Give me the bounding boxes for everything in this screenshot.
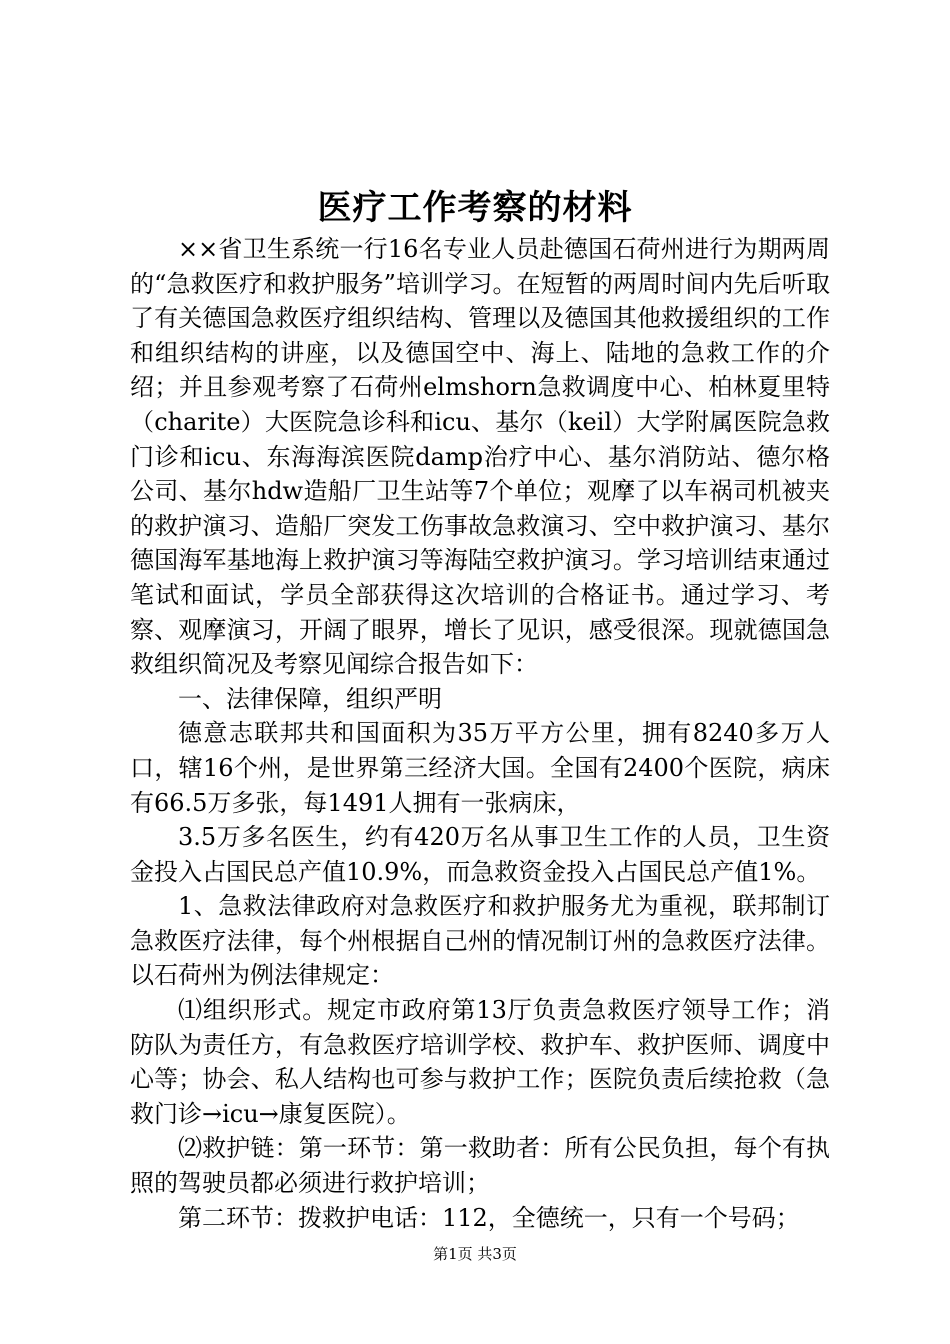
document-body bbox=[130, 232, 830, 1235]
document-title: 医疗工作考察的材料 bbox=[317, 188, 633, 228]
paragraph-second-link: 第二环节：拨救护电话：112，全德统一，只有一个号码； bbox=[178, 1203, 800, 1232]
paragraph-germany-overview: 德意志联邦共和国面积为35万平方公里，拥有8240多万人口，辖16个州，是世界第三经济大国。全国有2400个医院，病床有66.5万多张，每1491人拥有一张病床， bbox=[130, 719, 830, 817]
section-heading: 一、法律保障，组织严明 bbox=[178, 684, 442, 713]
paragraph-doctors-funding: 3.5万多名医生，约有420万名从事卫生工作的人员，卫生资金投入占国民总产值10.9%，而急救资金投入占国民总产值1%。 bbox=[130, 823, 830, 886]
paragraph-rescue-chain: ⑵救护链：第一环节：第一救助者：所有公民负担，每个有执照的驾驶员都必须进行救护培训； bbox=[130, 1134, 830, 1198]
paragraph-organization-form: ⑴组织形式。规定市政府第13厅负责急救医疗领导工作；消防队为责任方，有急救医疗培训学校、救护车、救护医师、调度中心等；协会、私人结构也可参与救护工作；医院负责后续抢救（急救门诊→icu→康复医院）。 bbox=[130, 996, 830, 1128]
page-footer: 第1页 共3页 bbox=[433, 1245, 517, 1263]
paragraph-emergency-law: 1、急救法律政府对急救医疗和救护服务尤为重视，联邦制订急救医疗法律，每个州根据自己州的情况制订州的急救医疗法律。以石荷州为例法律规定： bbox=[130, 892, 830, 990]
paragraph-intro: ××省卫生系统一行16名专业人员赴德国石荷州进行为期两周的“急救医疗和救护服务”培训学习。在短暂的两周时间内先后听取了有关德国急救医疗组织结构、管理以及德国其他救援组织的工作和组织结构的讲座，以及德国空中、海上、陆地的急救工作的介绍；并且参观考察了石荷州elmshorn急救调度中心、柏林夏里特（charite）大医院急诊科和icu、基尔（keil）大学附属医院急救门诊和icu、东海海滨医院damp治疗中心、基尔消防站、德尔格公司、基尔hdw造船厂卫生站等7个单位；观摩了以车祸司机被夹的救护演习、造船厂突发工伤事故急救演习、空中救护演习、基尔德国海军基地海上救护演习等海陆空救护演习。学习培训结束通过笔试和面试，学员全部获得这次培训的合格证书。通过学习、考察、观摩演习，开阔了眼界，增长了见识，感受很深。现就德国急救组织简况及考察见闻综合报告如下： bbox=[130, 235, 830, 679]
